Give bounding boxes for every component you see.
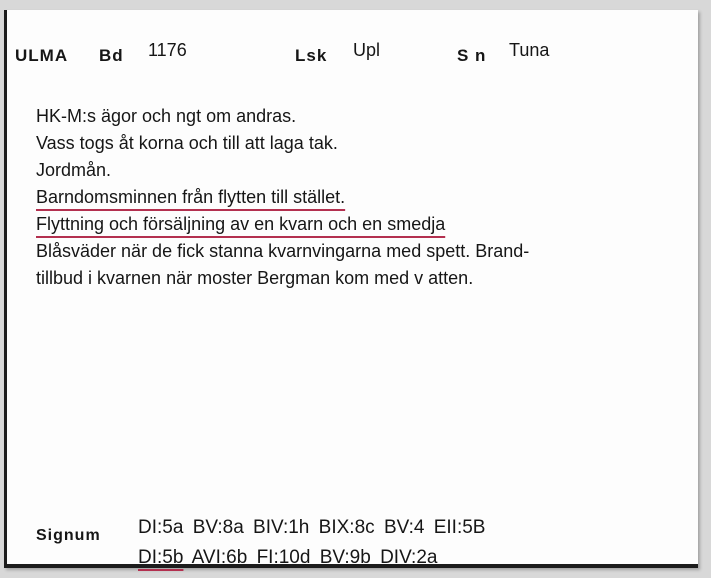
card-body <box>36 103 676 292</box>
card-header <box>15 40 698 66</box>
signum-code: EII:5B <box>433 517 486 538</box>
signum-code-underlined: DI:5b <box>138 547 184 568</box>
index-card <box>4 10 698 568</box>
signum-code: AVI:6b <box>191 547 248 568</box>
body-line: Jordmån. <box>36 160 112 180</box>
sn-label: S n <box>457 46 487 65</box>
signum-code: BV:4 <box>383 517 425 538</box>
signum-code: FI:10d <box>256 547 311 568</box>
body-line: HK-M:s ägor och ngt om andras. <box>36 106 297 126</box>
body-line-underlined: Barndomsminnen från flytten till stället. <box>36 187 346 207</box>
body-line: tillbud i kvarnen när moster Bergman kom med v atten. <box>36 268 474 288</box>
signum-code: BV:9b <box>319 547 371 568</box>
signum-row-1 <box>138 517 485 539</box>
archive-label: ULMA <box>15 46 69 65</box>
signum-code: BIX:8c <box>318 517 375 538</box>
signum-code: DIV:2a <box>380 547 438 568</box>
body-line: Blåsväder när de fick stanna kvarnvingarna med spett. Brand- <box>36 241 530 261</box>
lsk-label: Lsk <box>295 46 328 65</box>
body-line: Vass togs åt korna och till att laga tak. <box>36 133 338 153</box>
signum-code: BV:8a <box>192 517 244 538</box>
signum-row-2 <box>138 547 437 569</box>
lsk-value: Upl <box>353 40 381 60</box>
bd-value: 1176 <box>148 40 187 60</box>
signum-code: DI:5a <box>138 517 184 538</box>
signum-code: BIV:1h <box>253 517 310 538</box>
signum-label: Signum <box>36 527 101 544</box>
bd-label: Bd <box>99 46 124 65</box>
body-line-underlined: Flyttning och försäljning av en kvarn och en smedja <box>36 214 446 234</box>
sn-value: Tuna <box>509 40 550 60</box>
